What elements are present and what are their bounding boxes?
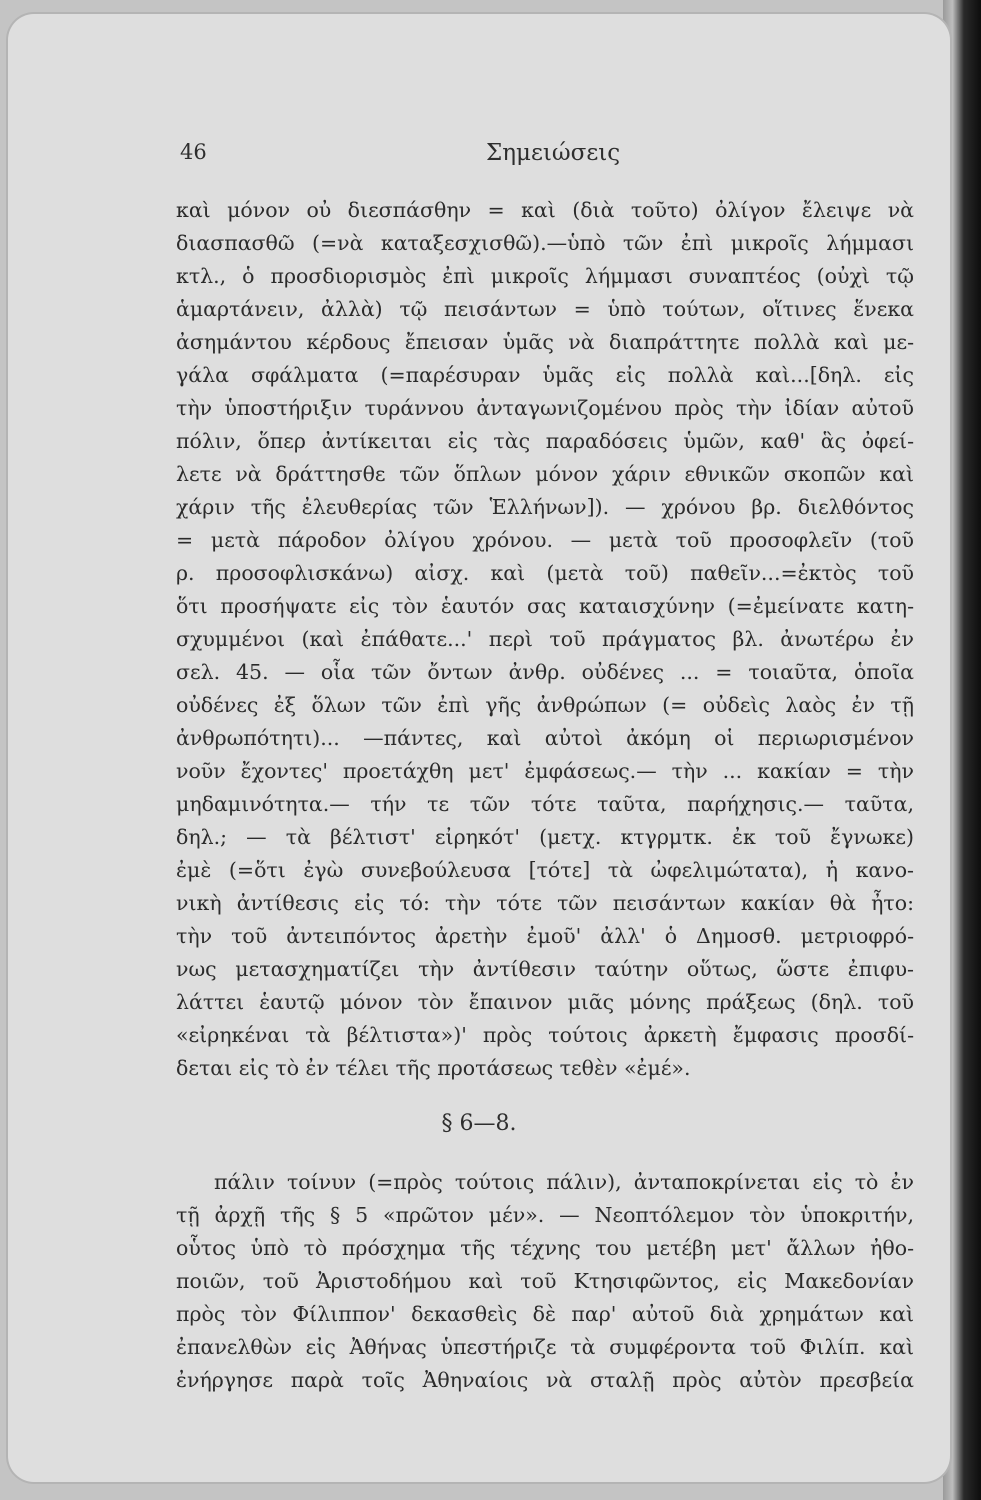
text-line: σελ. 45. — οἷα τῶν ὄντων ἀνθρ. οὐδένες ... = τοιαῦτα, ὁποῖα [176, 660, 914, 684]
running-head: Σημειώσεις [486, 140, 621, 166]
text-line: ἁμαρτάνειν, ἀλλὰ) τῷ πεισάντων = ὑπὸ τούτων, οἵτινες ἕνεκα [176, 297, 914, 321]
text-line: νοῦν ἔχοντες' προετάχθη μετ' ἐμφάσεως.— τὴν ... κακίαν = τὴν [176, 759, 914, 783]
page-number: 46 [180, 140, 207, 164]
text-line: τὴν ὑποστήριξιν τυράννου ἀνταγωνιζομένου πρὸς τὴν ἰδίαν αὐτοῦ [176, 396, 914, 420]
text-line: σχυμμένοι (καὶ ἐπάθατε...' περὶ τοῦ πράγματος βλ. ἀνωτέρω ἐν [176, 627, 914, 651]
text-line: νικὴ ἀντίθεσις εἰς τό: τὴν τότε τῶν πεισάντων κακίαν θὰ ἦτο: [176, 891, 914, 915]
notes-paragraph [176, 194, 914, 1085]
text-line: ἐνήργησε παρὰ τοῖς Ἀθηναίοις νὰ σταλῇ πρὸς αὐτὸν πρεσβεία [176, 1368, 914, 1392]
book-page [8, 14, 950, 1482]
text-line: πόλιν, ὅπερ ἀντίκειται εἰς τὰς παραδόσεις ὑμῶν, καθ' ἃς ὀφεί- [176, 429, 914, 453]
text-line: μηδαμινότητα.— τήν τε τῶν τότε ταῦτα, παρήχησις.— ταῦτα, [176, 792, 914, 816]
text-line: = μετὰ πάροδον ὀλίγου χρόνου. — μετὰ τοῦ προσοφλεῖν (τοῦ [176, 528, 914, 552]
text-line: ρ. προσοφλισκάνω) αἰσχ. καὶ (μετὰ τοῦ) παθεῖν...=ἐκτὸς τοῦ [176, 561, 914, 585]
text-line: ἐπανελθὼν εἰς Ἀθήνας ὑπεστήριζε τὰ συμφέροντα τοῦ Φιλίπ. καὶ [176, 1335, 914, 1359]
text-line: πρὸς τὸν Φίλιππον' δεκασθεὶς δὲ παρ' αὐτοῦ διὰ χρημάτων καὶ [176, 1302, 914, 1326]
section-paragraph [176, 1166, 914, 1397]
text-line: νως μετασχηματίζει τὴν ἀντίθεσιν ταύτην οὕτως, ὥστε ἐπιφυ- [176, 957, 914, 981]
text-line: κτλ., ὁ προσδιορισμὸς ἐπὶ μικροῖς λήμμασι συναπτέος (οὐχὶ τῷ [176, 264, 914, 288]
text-line: γάλα σφάλματα (=παρέσυραν ὑμᾶς εἰς πολλὰ καὶ...[δηλ. εἰς [176, 363, 914, 387]
text-line: δεται εἰς τὸ ἐν τέλει τῆς προτάσεως τεθὲν «ἐμέ». [176, 1056, 691, 1080]
text-line: ποιῶν, τοῦ Ἀριστοδήμου καὶ τοῦ Κτησιφῶντος, εἰς Μακεδονίαν [176, 1269, 914, 1293]
text-line: χάριν τῆς ἐλευθερίας τῶν Ἑλλήνων]). — χρόνου βρ. διελθόντος [176, 495, 914, 519]
text-line: ὅτι προσήψατε εἰς τὸν ἑαυτόν σας καταισχύνην (=ἐμείνατε κατη- [176, 594, 914, 618]
text-line: λάττει ἑαυτῷ μόνον τὸν ἔπαινον μιᾶς μόνης πράξεως (δηλ. τοῦ [176, 990, 914, 1014]
text-line: διασπασθῶ (=νὰ καταξεσχισθῶ).—ὑπὸ τῶν ἐπὶ μικροῖς λήμμασι [176, 231, 914, 255]
text-line: ἀνθρωπότητι)... —πάντες, καὶ αὐτοὶ ἀκόμη οἱ περιωρισμένον [176, 726, 914, 750]
text-line: καὶ μόνον οὐ διεσπάσθην = καὶ (διὰ τοῦτο) ὀλίγον ἔλειψε νὰ [176, 198, 914, 222]
text-line: δηλ.; — τὰ βέλτιστ' εἰρηκότ' (μετχ. κτγρμτκ. ἐκ τοῦ ἔγνωκε) [176, 825, 914, 849]
text-line: τὴν τοῦ ἀντειπόντος ἀρετὴν ἐμοῦ' ἀλλ' ὁ Δημοσθ. μετριοφρό- [176, 924, 914, 948]
text-line: οὐδένες ἐξ ὅλων τῶν ἐπὶ γῆς ἀνθρώπων (= οὐδεὶς λαὸς ἐν τῇ [176, 693, 914, 717]
text-line: τῇ ἀρχῇ τῆς § 5 «πρῶτον μέν». — Νεοπτόλεμον τὸν ὑποκριτήν, [176, 1203, 914, 1227]
text-line: ἐμὲ (=ὅτι ἐγὼ συνεβούλευσα [τότε] τὰ ὠφελιμώτατα), ἡ κανο- [176, 858, 914, 882]
text-line: λετε νὰ δράττησθε τῶν ὅπλων μόνον χάριν εθνικῶν σκοπῶν καὶ [176, 462, 914, 486]
text-line: «εἰρηκέναι τὰ βέλτιστα»)' πρὸς τούτοις ἀρκετὴ ἔμφασις προσδί- [176, 1023, 914, 1047]
text-line: ἀσημάντου κέρδους ἔπεισαν ὑμᾶς νὰ διαπράττητε πολλὰ καὶ με- [176, 330, 914, 354]
text-line: οὗτος ὑπὸ τὸ πρόσχημα τῆς τέχνης του μετέβη μετ' ἄλλων ἠθο- [176, 1236, 914, 1260]
section-heading: § 6—8. [441, 1111, 517, 1136]
text-line: πάλιν τοίνυν (=πρὸς τούτοις πάλιν), ἀνταποκρίνεται εἰς τὸ ἐν [214, 1170, 914, 1194]
